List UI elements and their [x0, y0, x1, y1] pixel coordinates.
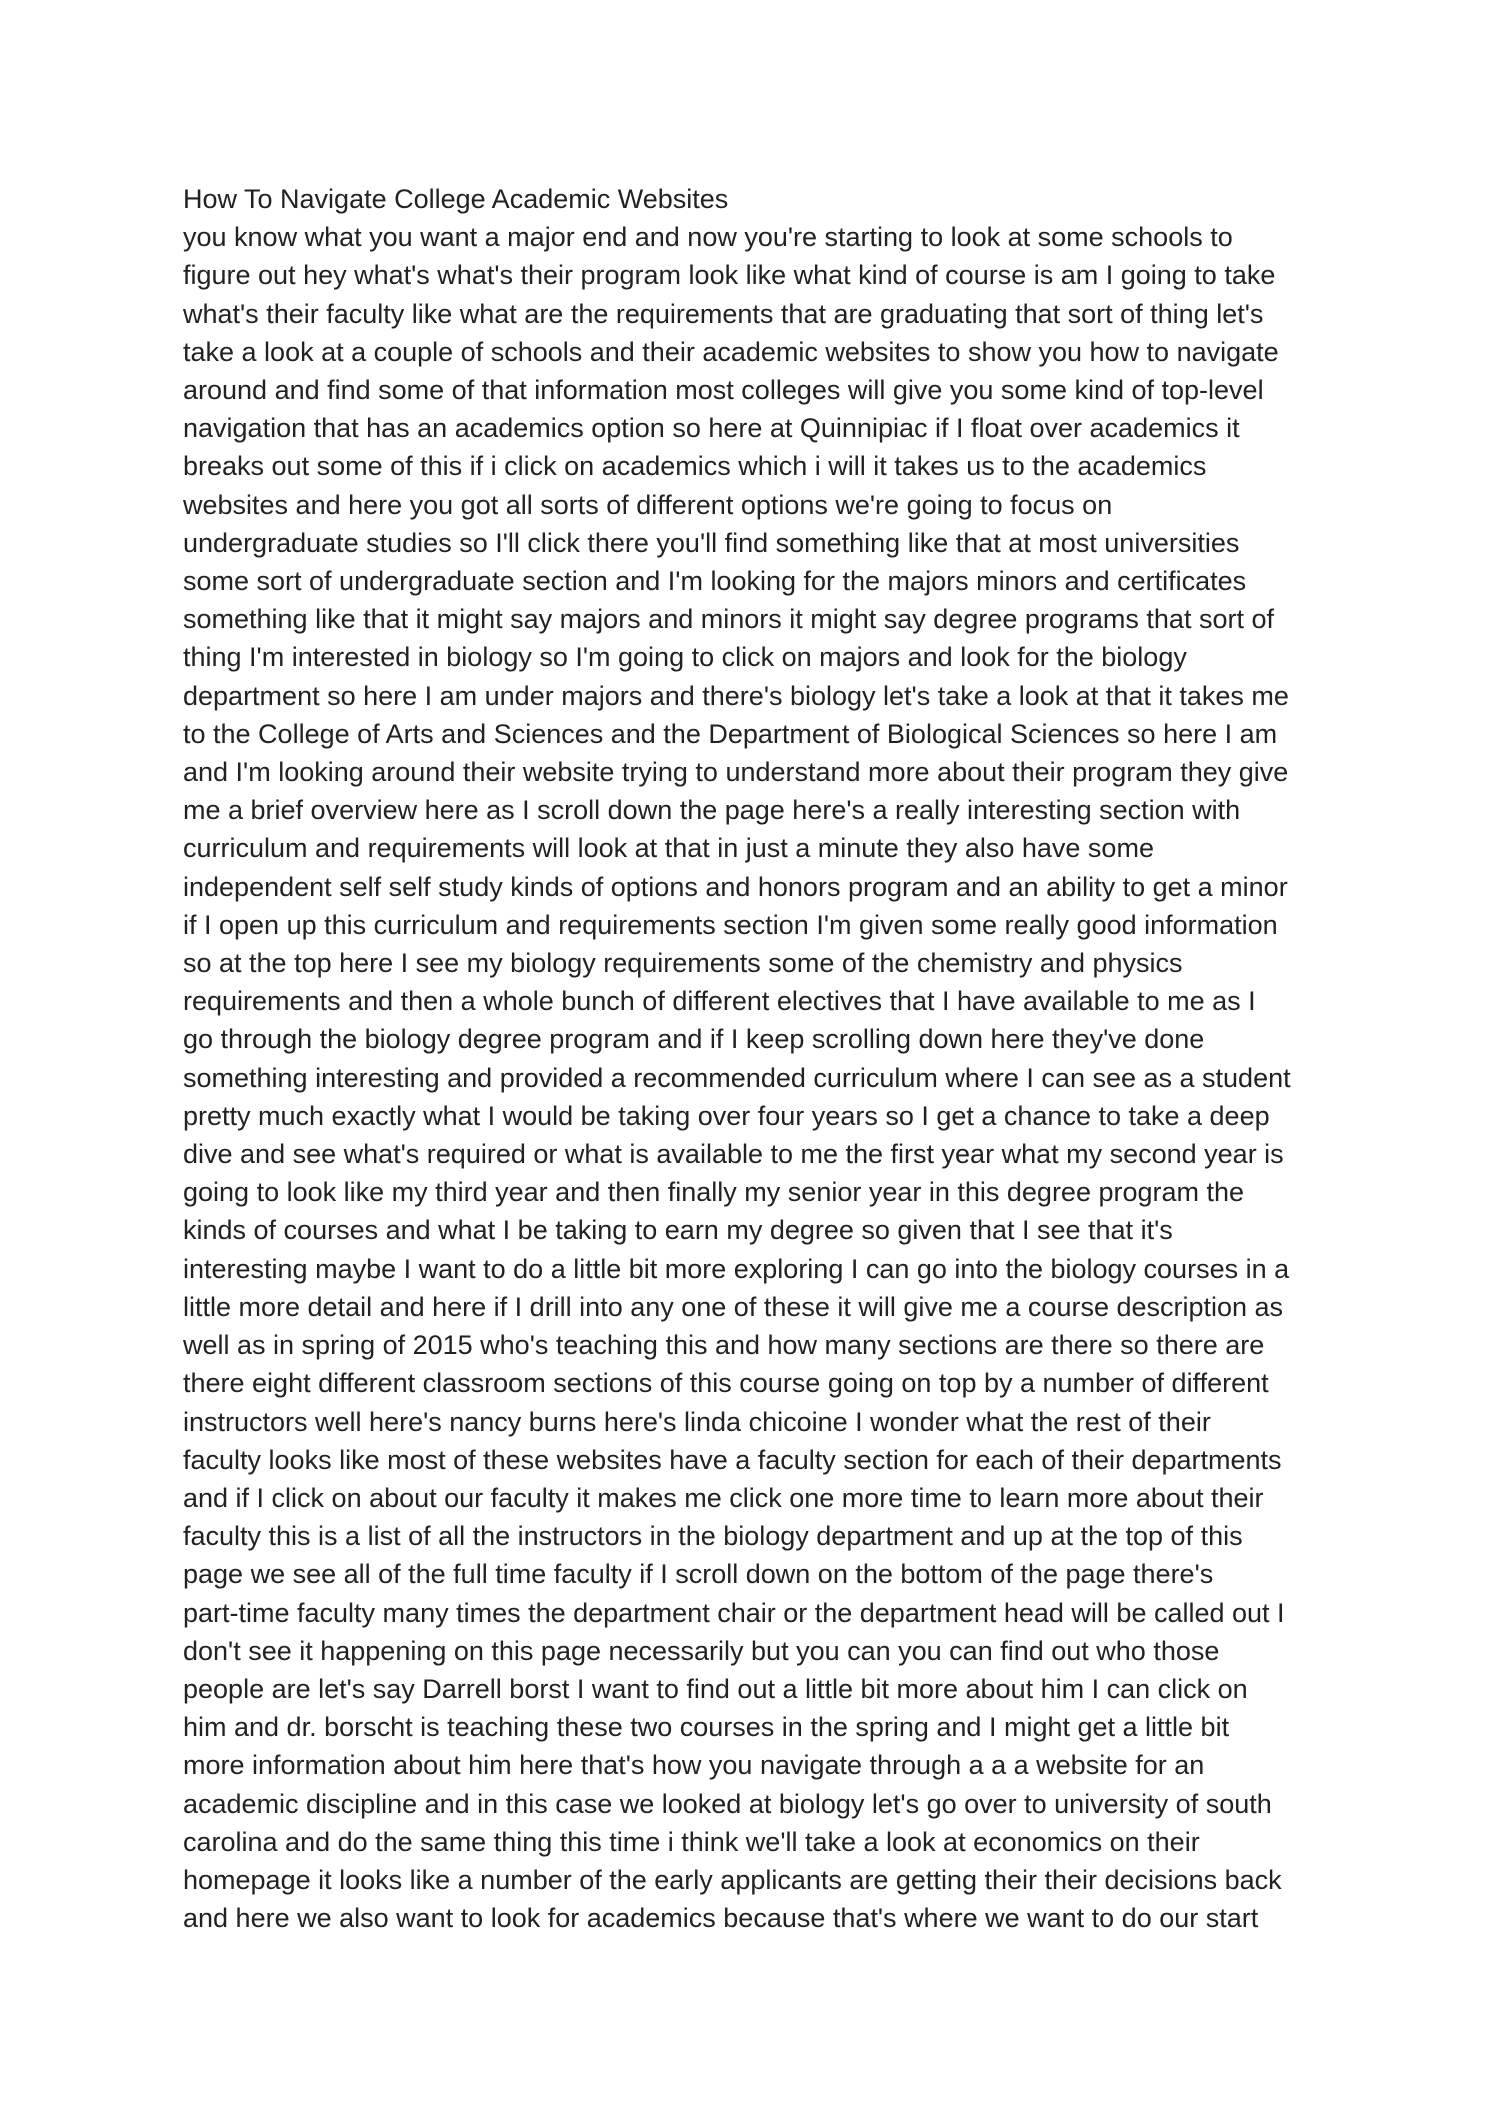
text-line: me a brief overview here as I scroll down the page here's a really interesting section with	[183, 795, 1241, 826]
document-body	[183, 180, 1333, 1937]
text-line: some sort of undergraduate section and I'm looking for the majors minors and certificates	[183, 566, 1247, 597]
text-line: if I open up this curriculum and requirements section I'm given some really good information	[183, 909, 1278, 940]
text-line: curriculum and requirements will look at that in just a minute they also have some	[183, 833, 1154, 864]
text-line: and here we also want to look for academics because that's where we want to do our start	[183, 1903, 1259, 1934]
text-line: going to look like my third year and then finally my senior year in this degree program the	[183, 1177, 1245, 1208]
document-title: How To Navigate College Academic Websites	[183, 184, 729, 214]
text-line: department so here I am under majors and there's biology let's take a look at that it takes me	[183, 680, 1289, 711]
text-line: kinds of courses and what I be taking to earn my degree so given that I see that it's	[183, 1215, 1173, 1246]
text-line: figure out hey what's what's their program look like what kind of course is am I going to take	[183, 260, 1276, 291]
text-line: don't see it happening on this page necessarily but you can you can find out who those	[183, 1635, 1220, 1666]
text-line: independent self self study kinds of options and honors program and an ability to get a minor	[183, 871, 1288, 902]
text-line: dive and see what's required or what is available to me the first year what my second year is	[183, 1139, 1284, 1170]
text-line: what's their faculty like what are the requirements that are graduating that sort of thing let's	[183, 298, 1264, 329]
text-line: more information about him here that's how you navigate through a a a website for an	[183, 1750, 1205, 1781]
text-line: undergraduate studies so I'll click there you'll find something like that at most universities	[183, 527, 1240, 558]
text-line: breaks out some of this if i click on academics which i will it takes us to the academics	[183, 451, 1207, 482]
text-line: instructors well here's nancy burns here's linda chicoine I wonder what the rest of their	[183, 1406, 1211, 1437]
text-line: pretty much exactly what I would be taking over four years so I get a chance to take a deep	[183, 1100, 1270, 1131]
text-line: around and find some of that information most colleges will give you some kind of top-level	[183, 375, 1264, 406]
text-line: thing I'm interested in biology so I'm going to click on majors and look for the biology	[183, 642, 1187, 673]
text-line: take a look at a couple of schools and their academic websites to show you how to navigate	[183, 336, 1279, 367]
text-line: academic discipline and in this case we looked at biology let's go over to university of south	[183, 1788, 1272, 1819]
text-line: and I'm looking around their website trying to understand more about their program they give	[183, 757, 1289, 788]
text-line: homepage it looks like a number of the early applicants are getting their their decisions back	[183, 1864, 1282, 1895]
text-line: something interesting and provided a recommended curriculum where I can see as a student	[183, 1062, 1291, 1093]
text-line: something like that it might say majors and minors it might say degree programs that sort of	[183, 604, 1274, 635]
text-line: little more detail and here if I drill into any one of these it will give me a course description as	[183, 1291, 1284, 1322]
text-line: there eight different classroom sections of this course going on top by a number of different	[183, 1368, 1269, 1399]
text-line: faculty looks like most of these websites have a faculty section for each of their departments	[183, 1444, 1282, 1475]
text-line: carolina and do the same thing this time i think we'll take a look at economics on their	[183, 1826, 1200, 1857]
text-line: navigation that has an academics option so here at Quinnipiac if I float over academics it	[183, 413, 1240, 444]
text-line: interesting maybe I want to do a little bit more exploring I can go into the biology courses in a	[183, 1253, 1290, 1284]
text-line: go through the biology degree program and if I keep scrolling down here they've done	[183, 1024, 1205, 1055]
transcript-text	[183, 218, 1333, 1937]
text-line: page we see all of the full time faculty if I scroll down on the bottom of the page there's	[183, 1559, 1214, 1590]
text-line: requirements and then a whole bunch of different electives that I have available to me as I	[183, 986, 1256, 1017]
text-line: him and dr. borscht is teaching these two courses in the spring and I might get a little bit	[183, 1712, 1230, 1743]
text-line: websites and here you got all sorts of different options we're going to focus on	[183, 489, 1113, 520]
text-line: you know what you want a major end and now you're starting to look at some schools to	[183, 222, 1233, 253]
text-line: to the College of Arts and Sciences and the Department of Biological Sciences so here I am	[183, 718, 1278, 749]
text-line: well as in spring of 2015 who's teaching this and how many sections are there so there are	[183, 1330, 1265, 1361]
text-line: so at the top here I see my biology requirements some of the chemistry and physics	[183, 948, 1183, 979]
text-line: faculty this is a list of all the instructors in the biology department and up at the top of this	[183, 1521, 1243, 1552]
text-line: and if I click on about our faculty it makes me click one more time to learn more about their	[183, 1482, 1264, 1513]
text-line: part-time faculty many times the department chair or the department head will be called out I	[183, 1597, 1285, 1628]
text-line: people are let's say Darrell borst I want to find out a little bit more about him I can click on	[183, 1673, 1248, 1704]
